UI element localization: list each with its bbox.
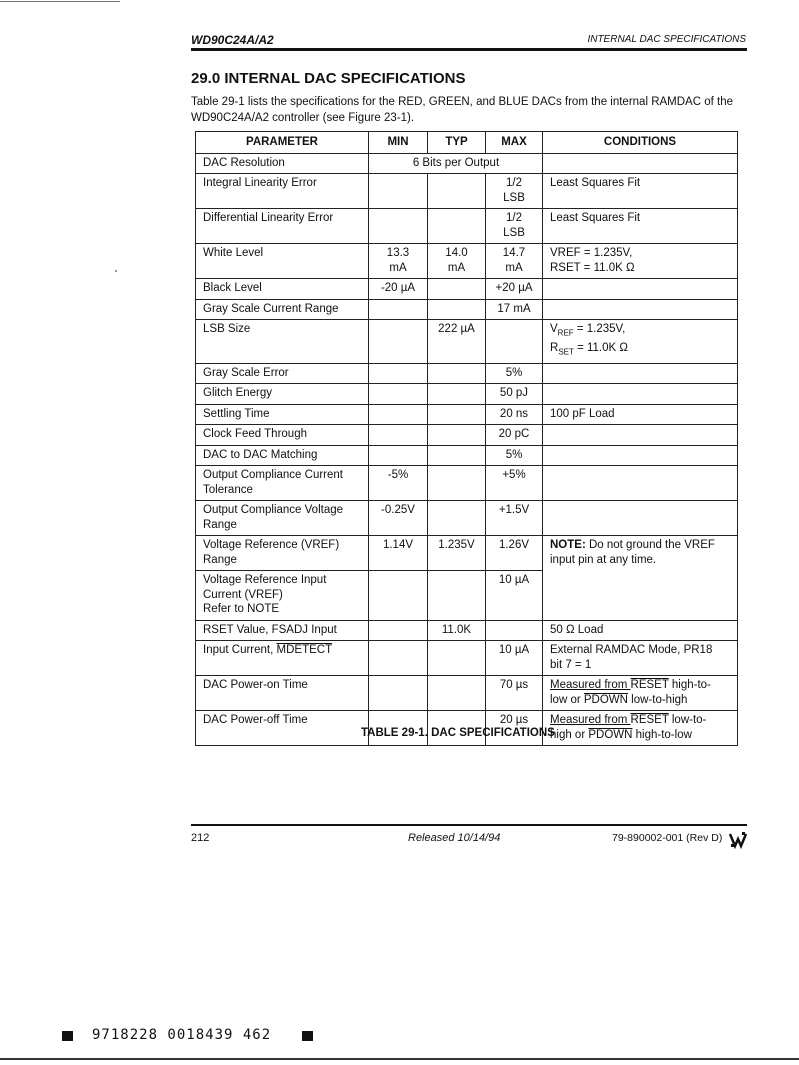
merged-value-cell: 6 Bits per Output — [369, 153, 543, 174]
conditions-cell: Least Squares Fit — [543, 174, 738, 209]
conditions-line: VREF = 1.235V, — [550, 247, 633, 259]
scan-edge-line — [0, 1, 120, 2]
vref-subscript: REF — [557, 328, 574, 338]
min-cell — [369, 209, 428, 244]
conditions-cell — [543, 641, 738, 676]
min-cell — [369, 425, 428, 446]
table-row — [196, 244, 738, 279]
table-header-row — [196, 132, 738, 154]
typ-cell — [428, 571, 486, 621]
table-row — [196, 425, 738, 446]
param-cell — [196, 536, 369, 571]
typ-cell — [428, 174, 486, 209]
param-cell — [196, 641, 369, 676]
max-unit: LSB — [503, 191, 525, 204]
max-cell: 5% — [486, 445, 543, 466]
conditions-cell: Least Squares Fit — [543, 209, 738, 244]
conditions-line: RSET = 11.0K Ω — [550, 261, 635, 274]
conditions-cell — [543, 466, 738, 501]
rset-symbol: R — [550, 341, 559, 354]
min-cell — [369, 384, 428, 405]
table-row — [196, 279, 738, 300]
header-rule — [191, 48, 747, 51]
param-line: Tolerance — [203, 483, 253, 496]
document-number: 79-890002-001 (Rev D) — [612, 832, 723, 844]
param-cell: Gray Scale Current Range — [196, 299, 369, 320]
param-cell: Clock Feed Through — [196, 425, 369, 446]
max-value: 1/2 — [506, 212, 522, 224]
typ-value: 14.0 — [445, 247, 468, 259]
max-cell: 50 pJ — [486, 384, 543, 405]
table-row — [196, 174, 738, 209]
table-row — [196, 466, 738, 501]
conditions-cell — [543, 425, 738, 446]
pdown-signal: PDOWN — [588, 728, 633, 741]
barcode-number: 9718228 0018439 462 — [92, 1027, 272, 1043]
col-header-conditions: CONDITIONS — [543, 132, 738, 154]
conditions-cell: 50 Ω Load — [543, 620, 738, 641]
typ-cell: 1.235V — [428, 536, 486, 571]
table-row — [196, 384, 738, 405]
typ-cell: 11.0K — [428, 620, 486, 641]
typ-cell — [428, 244, 486, 279]
max-cell — [486, 209, 543, 244]
typ-cell — [428, 279, 486, 300]
footer-rule — [191, 824, 747, 826]
conditions-cell — [543, 676, 738, 711]
conditions-cell — [543, 711, 738, 746]
conditions-cell — [543, 153, 738, 174]
table-row — [196, 209, 738, 244]
max-cell: 70 µs — [486, 676, 543, 711]
min-unit: mA — [389, 261, 407, 274]
table-row — [196, 320, 738, 364]
typ-cell — [428, 676, 486, 711]
typ-unit: mA — [447, 261, 466, 274]
param-line: Voltage Reference (VREF) — [203, 539, 340, 552]
max-cell: 20 ns — [486, 404, 543, 425]
min-cell — [369, 571, 428, 621]
rset-value: = 11.0K Ω — [573, 341, 628, 354]
param-cell: Settling Time — [196, 404, 369, 425]
min-cell — [369, 363, 428, 384]
conditions-text: high or — [550, 728, 589, 741]
conditions-line: bit 7 = 1 — [550, 658, 592, 671]
param-cell: LSB Size — [196, 320, 369, 364]
reset-signal: RESET — [630, 679, 669, 692]
table-row — [196, 676, 738, 711]
table-row — [196, 363, 738, 384]
conditions-text: high-to-low — [632, 728, 692, 741]
vref-symbol: V — [550, 323, 558, 335]
header-part-number: WD90C24A/A2 — [191, 33, 274, 47]
conditions-cell — [543, 384, 738, 405]
param-cell: DAC Power-off Time — [196, 711, 369, 746]
param-cell — [196, 501, 369, 536]
min-cell — [369, 676, 428, 711]
param-line: Range — [203, 553, 237, 566]
typ-cell — [428, 299, 486, 320]
dac-spec-table — [195, 131, 738, 746]
typ-cell — [428, 641, 486, 676]
max-cell — [486, 244, 543, 279]
reset-signal: RESET — [630, 714, 669, 727]
typ-cell — [428, 209, 486, 244]
min-cell — [369, 620, 428, 641]
param-line: Current (VREF) — [203, 588, 283, 601]
param-cell: Differential Linearity Error — [196, 209, 369, 244]
barcode-block-left — [62, 1031, 73, 1041]
param-line: Refer to NOTE — [203, 603, 280, 616]
mdetect-signal: MDETECT — [276, 644, 333, 657]
wd-logo-icon — [729, 831, 747, 849]
typ-cell — [428, 404, 486, 425]
param-cell: Glitch Energy — [196, 384, 369, 405]
param-cell: DAC Resolution — [196, 153, 369, 174]
param-line: Output Compliance Voltage — [203, 504, 344, 517]
min-cell: -5% — [369, 466, 428, 501]
max-cell: 1.26V — [486, 536, 543, 571]
conditions-cell: 100 pF Load — [543, 404, 738, 425]
min-value: 13.3 — [386, 247, 410, 259]
param-cell: Gray Scale Error — [196, 363, 369, 384]
table-row — [196, 536, 738, 571]
max-value: 14.7 — [502, 247, 526, 259]
min-cell — [369, 320, 428, 364]
table-row — [196, 404, 738, 425]
typ-cell — [428, 425, 486, 446]
scan-speck — [115, 270, 117, 272]
col-header-typ: TYP — [428, 132, 486, 154]
conditions-cell — [543, 279, 738, 300]
max-cell: 5% — [486, 363, 543, 384]
table-row — [196, 501, 738, 536]
min-cell — [369, 641, 428, 676]
min-cell — [369, 174, 428, 209]
max-cell: 10 µA — [486, 571, 543, 621]
param-cell — [196, 466, 369, 501]
typ-cell — [428, 363, 486, 384]
col-header-max: MAX — [486, 132, 543, 154]
max-cell: +1.5V — [486, 501, 543, 536]
max-value: 1/2 — [506, 177, 522, 189]
release-date: Released 10/14/94 — [408, 832, 501, 844]
typ-cell: 222 µA — [428, 320, 486, 364]
section-title: 29.0 INTERNAL DAC SPECIFICATIONS — [191, 70, 466, 87]
conditions-text: Measured from — [550, 714, 631, 727]
conditions-cell — [543, 299, 738, 320]
max-unit: mA — [505, 261, 523, 274]
vref-value: = 1.235V, — [573, 323, 626, 335]
typ-cell — [428, 384, 486, 405]
table-row — [196, 445, 738, 466]
pdown-signal: PDOWN — [583, 693, 628, 706]
note-text: Do not ground the VREF input pin at any time. — [550, 539, 715, 566]
conditions-text: high-to- — [668, 679, 711, 692]
max-unit: LSB — [503, 226, 525, 239]
min-cell: -0.25V — [369, 501, 428, 536]
param-prefix: Input Current, — [203, 644, 277, 657]
note-label: NOTE: — [550, 539, 586, 552]
table-caption: TABLE 29-1. DAC SPECIFICATIONS — [361, 727, 555, 739]
param-cell: DAC Power-on Time — [196, 676, 369, 711]
max-cell — [486, 620, 543, 641]
note-cell — [543, 536, 738, 621]
typ-cell — [428, 466, 486, 501]
param-cell: Black Level — [196, 279, 369, 300]
max-cell: 20 µs — [486, 711, 543, 746]
rset-subscript: SET — [558, 347, 574, 357]
max-cell: 10 µA — [486, 641, 543, 676]
typ-cell — [428, 501, 486, 536]
min-cell: 1.14V — [369, 536, 428, 571]
min-cell — [369, 299, 428, 320]
param-line: Output Compliance Current — [203, 469, 343, 482]
conditions-cell — [543, 244, 738, 279]
max-cell: +20 µA — [486, 279, 543, 300]
param-cell: RSET Value, FSADJ Input — [196, 620, 369, 641]
typ-cell — [428, 445, 486, 466]
conditions-text: low or — [550, 693, 584, 706]
param-cell — [196, 571, 369, 621]
table-row — [196, 641, 738, 676]
conditions-text: low-to- — [668, 714, 707, 727]
table-row — [196, 620, 738, 641]
page-number: 212 — [191, 832, 210, 844]
conditions-cell — [543, 363, 738, 384]
max-cell: 20 pC — [486, 425, 543, 446]
param-cell: White Level — [196, 244, 369, 279]
max-cell: +5% — [486, 466, 543, 501]
table-row — [196, 299, 738, 320]
max-cell — [486, 320, 543, 364]
header-section-title: INTERNAL DAC SPECIFICATIONS — [587, 34, 746, 45]
min-cell — [369, 244, 428, 279]
col-header-parameter: PARAMETER — [196, 132, 369, 154]
conditions-line: External RAMDAC Mode, PR18 — [550, 644, 713, 657]
bottom-scan-rule — [0, 1058, 799, 1060]
conditions-cell — [543, 445, 738, 466]
barcode-block-right — [302, 1031, 313, 1041]
col-header-min: MIN — [369, 132, 428, 154]
param-cell: Integral Linearity Error — [196, 174, 369, 209]
conditions-text: Measured from — [550, 679, 631, 692]
max-cell — [486, 174, 543, 209]
max-cell: 17 mA — [486, 299, 543, 320]
intro-paragraph: Table 29-1 lists the specifications for the RED, GREEN, and BLUE DACs from the internal RAMDAC of the WD90C24A/A2 controller (see Figure 23-1). — [191, 96, 733, 124]
param-cell: DAC to DAC Matching — [196, 445, 369, 466]
min-cell — [369, 445, 428, 466]
param-line: Range — [203, 518, 237, 531]
table-row — [196, 153, 738, 174]
min-cell: -20 µA — [369, 279, 428, 300]
conditions-cell — [543, 501, 738, 536]
min-cell — [369, 404, 428, 425]
conditions-text: low-to-high — [627, 693, 688, 706]
conditions-cell — [543, 320, 738, 364]
param-line: Voltage Reference Input — [203, 574, 327, 587]
